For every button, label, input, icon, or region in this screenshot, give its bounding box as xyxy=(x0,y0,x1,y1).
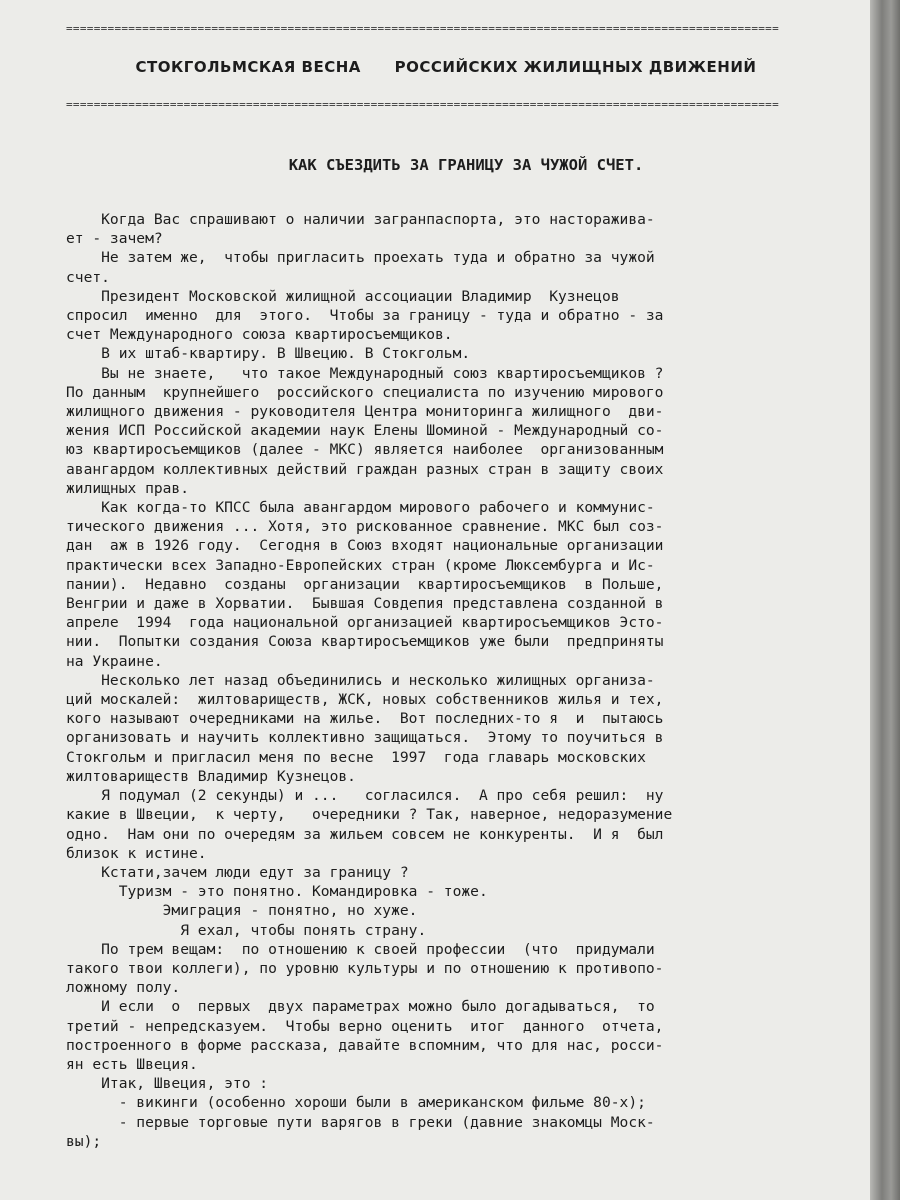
text-line: Кстати,зачем люди едут за границу ? xyxy=(66,863,409,881)
text-line: авангардом коллективных действий граждан разных стран в защиту своих xyxy=(66,460,664,478)
text-line: жения ИСП Российской академии наук Елены Шоминой - Международный со- xyxy=(66,422,664,440)
text-line: ет - зачем? xyxy=(66,230,163,248)
text-line: Как когда-то КПСС была авангардом мирового рабочего и коммунис- xyxy=(66,499,655,517)
text-line: ложному полу. xyxy=(66,979,181,997)
header-right: РОССИЙСКИХ ЖИЛИЩНЫХ ДВИЖЕНИЙ xyxy=(394,58,757,76)
text-line: жилищных прав. xyxy=(66,479,190,497)
page-stack-edge xyxy=(870,0,900,1200)
text-line: Вы не знаете, что такое Международный союз квартиросъемщиков ? xyxy=(66,364,664,382)
text-line: Итак, Швеция, это : xyxy=(66,1075,269,1093)
text-line: одно. Нам они по очередям за жильем совсем не конкуренты. И я был xyxy=(66,825,664,843)
text-line: В их штаб-квартиру. В Швецию. В Стокгольм. xyxy=(66,345,471,363)
text-line: близок к истине. xyxy=(66,844,207,862)
text-line: спросил именно для этого. Чтобы за границу - туда и обратно - за xyxy=(66,307,664,325)
text-line: на Украине. xyxy=(66,652,163,670)
text-line: нии. Попытки создания Союза квартиросъемщиков уже были предприняты xyxy=(66,633,664,651)
text-line: По трем вещам: по отношению к своей профессии (что придумали xyxy=(66,940,655,958)
text-line: третий - непредсказуем. Чтобы верно оценить итог данного отчета, xyxy=(66,1017,664,1035)
page-content xyxy=(66,22,826,1151)
text-line: Я ехал, чтобы понять страну. xyxy=(66,921,427,939)
text-line: ян есть Швеция. xyxy=(66,1055,198,1073)
text-line: Несколько лет назад объединились и несколько жилищных организа- xyxy=(66,671,655,689)
text-line: построенного в форме рассказа, давайте вспомним, что для нас, росси- xyxy=(66,1036,664,1054)
text-line: Я подумал (2 секунды) и ... согласился. А про себя решил: ну xyxy=(66,787,664,805)
text-line: Не затем же, чтобы пригласить проехать туда и обратно за чужой xyxy=(66,249,655,267)
text-line: По данным крупнейшего российского специалиста по изучению мирового xyxy=(66,383,664,401)
text-line: организовать и научить коллективно защищаться. Этому то поучиться в xyxy=(66,729,664,747)
text-line: счет. xyxy=(66,268,110,286)
bottom-double-rule: ======================================================================================================= xyxy=(66,98,780,111)
text-line: - викинги (особенно хороши были в американском фильме 80-х); xyxy=(66,1094,646,1112)
header-left: СТОКГОЛЬМСКАЯ ВЕСНА xyxy=(135,58,361,76)
article-body xyxy=(66,210,826,1151)
text-line: юз квартиросъемщиков (далее - МКС) является наиболее организованным xyxy=(66,441,664,459)
text-line: ций москалей: жилтовариществ, ЖСК, новых собственников жилья и тех, xyxy=(66,691,664,709)
text-line: дан аж в 1926 году. Сегодня в Союз входят национальные организации xyxy=(66,537,664,555)
text-line: Стокгольм и пригласил меня по весне 1997 года главарь московских xyxy=(66,748,646,766)
text-line: Эмиграция - понятно, но хуже. xyxy=(66,902,418,920)
text-line: Президент Московской жилищной ассоциации Владимир Кузнецов xyxy=(66,287,620,305)
text-line: - первые торговые пути варягов в греки (давние знакомцы Моск- xyxy=(66,1113,655,1131)
text-line: Туризм - это понятно. Командировка - тоже. xyxy=(66,883,488,901)
text-line: тического движения ... Хотя, это рискованное сравнение. МКС был соз- xyxy=(66,518,664,536)
text-line: жилищного движения - руководителя Центра мониторинга жилищного дви- xyxy=(66,403,664,421)
text-line: кого называют очередниками на жилье. Вот последних-то я и пытаюсь xyxy=(66,710,664,728)
text-line: Венгрии и даже в Хорватии. Бывшая Совдепия представлена созданной в xyxy=(66,595,664,613)
text-line: такого твои коллеги), по уровню культуры и по отношению к противопо- xyxy=(66,959,664,977)
running-header xyxy=(66,58,826,76)
text-line: пании). Недавно созданы организации квартиросъемщиков в Польше, xyxy=(66,575,664,593)
text-line: Когда Вас спрашивают о наличии загранпаспорта, это настораживa- xyxy=(66,211,655,228)
text-line: апреле 1994 года национальной организацией квартиросъемщиков Эсто- xyxy=(66,614,664,632)
text-line: счет Международного союза квартиросъемщиков. xyxy=(66,326,453,344)
text-line: И если о первых двух параметрах можно было догадываться, то xyxy=(66,998,655,1016)
text-line: жилтовариществ Владимир Кузнецов. xyxy=(66,767,356,785)
text-line: какие в Швеции, к черту, очередники ? Так, наверное, недоразумение xyxy=(66,806,673,824)
text-line: практически всех Западно-Европейских стран (кроме Люксембурга и Ис- xyxy=(66,556,655,574)
text-line: вы); xyxy=(66,1132,102,1150)
article-title: КАК СЪЕЗДИТЬ ЗА ГРАНИЦУ ЗА ЧУЖОЙ СЧЕТ. xyxy=(288,156,644,174)
top-double-rule: ======================================================================================================= xyxy=(66,22,780,35)
